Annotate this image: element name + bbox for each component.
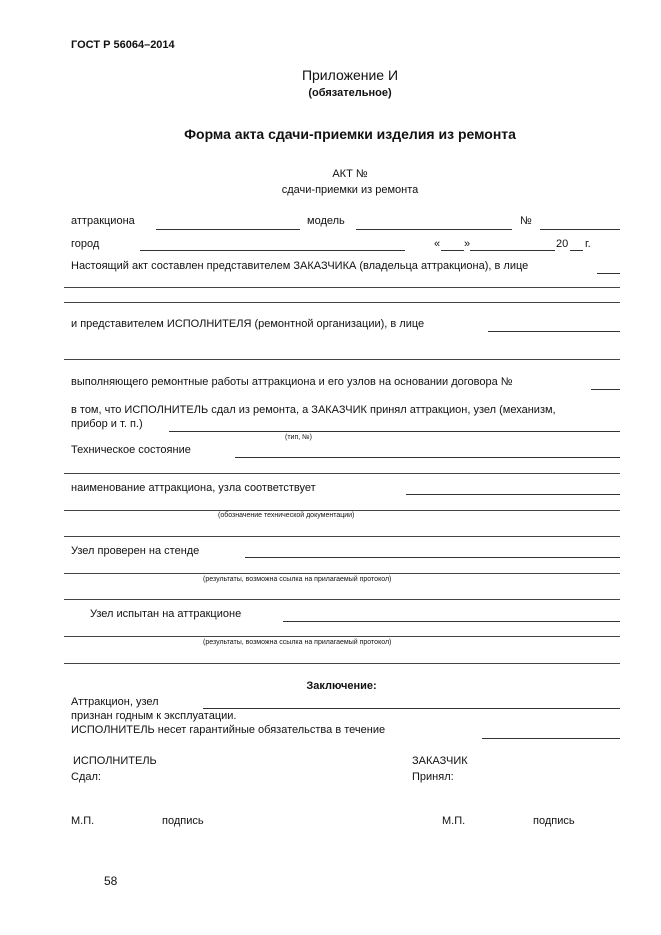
fill-line[interactable] [64, 473, 620, 474]
contractor-rep-field[interactable] [488, 331, 620, 332]
fill-line[interactable] [64, 636, 620, 637]
number-label: № [520, 215, 532, 227]
type-hint: (тип, №) [285, 434, 312, 441]
customer-title: ЗАКАЗЧИК [412, 755, 468, 767]
fill-line[interactable] [64, 573, 620, 574]
act-title: АКТ № [332, 168, 368, 180]
act-subtitle: сдачи-приемки из ремонта [281, 184, 419, 196]
attraction-node-label: Аттракцион, узел [71, 696, 159, 708]
stamp-right: М.П. [442, 815, 466, 827]
year-suffix: г. [585, 238, 591, 250]
fill-line[interactable] [64, 510, 620, 511]
appendix-title: Приложение И [301, 67, 399, 83]
stand-test-label: Узел проверен на стенде [71, 545, 200, 557]
attraction-field[interactable] [156, 229, 300, 230]
signature-left: подпись [162, 815, 204, 827]
city-field[interactable] [140, 250, 405, 251]
date-day-field[interactable] [441, 250, 464, 251]
number-field[interactable] [540, 229, 620, 230]
contractor-rep-text: и представителем ИСПОЛНИТЕЛЯ (ремонтной организации), в лице [71, 318, 425, 330]
appendix-note: (обязательное) [308, 87, 392, 99]
contractor-action: Сдал: [71, 771, 101, 783]
customer-rep-field[interactable] [597, 273, 620, 274]
fill-line[interactable] [64, 302, 620, 303]
conformity-label: наименование аттракциона, узла соответствует [71, 482, 316, 494]
handover-text-line1: в том, что ИСПОЛНИТЕЛЬ сдал из ремонта, а ЗАКАЗЧИК принял аттракцион, узел (механизм, [71, 404, 556, 416]
ride-test-label: Узел испытан на аттракционе [90, 608, 242, 620]
tech-state-field[interactable] [235, 457, 620, 458]
fill-line[interactable] [64, 536, 620, 537]
contract-number-field[interactable] [591, 389, 620, 390]
model-label: модель [307, 215, 345, 227]
model-field[interactable] [356, 229, 512, 230]
warranty-period-field[interactable] [482, 738, 620, 739]
fill-line[interactable] [64, 599, 620, 600]
conformity-field[interactable] [406, 494, 620, 495]
fit-text: признан годным к эксплуатации. [71, 710, 237, 722]
attraction-node-field[interactable] [203, 708, 620, 709]
results-hint: (результаты, возможна ссылка на прилагаемый протокол) [203, 576, 392, 583]
warranty-text: ИСПОЛНИТЕЛЬ несет гарантийные обязательства в течение [71, 724, 386, 736]
contractor-title: ИСПОЛНИТЕЛЬ [73, 755, 157, 767]
year-label: 20 [556, 238, 569, 250]
contract-text: выполняющего ремонтные работы аттракциона и его узлов на основании договора № [71, 376, 513, 388]
stamp-left: М.П. [71, 815, 95, 827]
tech-state-label: Техническое состояние [71, 444, 191, 456]
city-label: город [71, 238, 100, 250]
date-open-quote: « [434, 238, 441, 250]
form-title: Форма акта сдачи-приемки изделия из ремонта [184, 126, 516, 142]
date-year-field[interactable] [570, 250, 583, 251]
customer-rep-text: Настоящий акт составлен представителем ЗАКАЗЧИКА (владельца аттракциона), в лице [71, 260, 529, 272]
stand-test-field[interactable] [245, 557, 620, 558]
date-month-field[interactable] [470, 250, 555, 251]
conclusion-title: Заключение: [306, 680, 377, 692]
fill-line[interactable] [64, 287, 620, 288]
standard-code: ГОСТ Р 56064–2014 [71, 39, 175, 51]
fill-line[interactable] [64, 359, 620, 360]
results-hint: (результаты, возможна ссылка на прилагаемый протокол) [203, 639, 392, 646]
item-type-field[interactable] [169, 431, 620, 432]
handover-text-line2: прибор и т. п.) [71, 418, 143, 430]
ride-test-field[interactable] [283, 621, 620, 622]
tech-doc-hint: (обозначение технической документации) [218, 512, 355, 519]
date-close-quote: » [464, 238, 471, 250]
customer-action: Принял: [412, 771, 454, 783]
fill-line[interactable] [64, 663, 620, 664]
attraction-label: аттракциона [71, 215, 135, 227]
page-number: 58 [104, 874, 118, 888]
signature-right: подпись [533, 815, 575, 827]
